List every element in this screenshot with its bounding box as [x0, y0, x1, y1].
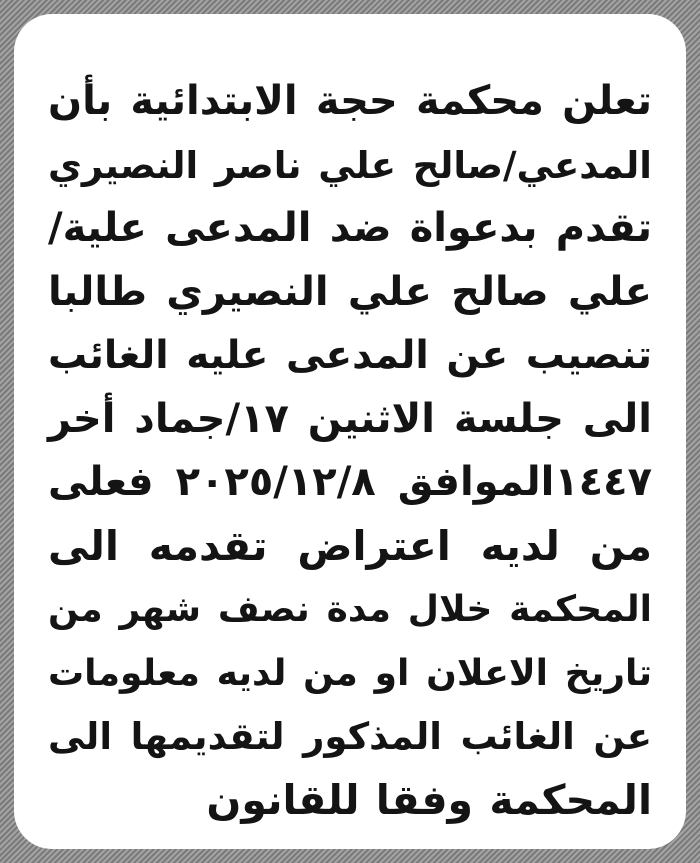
court-notice-text: [48, 70, 652, 832]
notice-line-6: الى جلسة الاثنين ١٧/جماد أخر: [48, 395, 652, 442]
notice-card: [14, 14, 686, 849]
notice-line-10: تاريخ الاعلان او من لديه معلومات: [48, 652, 652, 694]
notice-line-11: عن الغائب المذكور لتقديمها الى: [48, 715, 652, 758]
notice-line-9: المحكمة خلال مدة نصف شهر من: [48, 589, 652, 630]
notice-line-12: المحكمة وفقا للقانون: [206, 775, 652, 824]
notice-line-1: تعلن محكمة حجة الابتدائية بأن: [48, 78, 652, 124]
notice-line-3: تقدم بدعواة ضد المدعى علية/: [48, 205, 652, 251]
notice-line-2: المدعي/صالح علي ناصر النصيري: [48, 143, 652, 187]
notice-line-5: تنصيب عن المدعى عليه الغائب: [48, 333, 652, 378]
notice-line-4: علي صالح علي النصيري طالبا: [48, 268, 652, 315]
notice-line-8: من لديه اعتراض تقدمه الى: [48, 521, 652, 570]
notice-line-7: ١٤٤٧الموافق ٢٠٢٥/١٢/٨ فعلى: [48, 459, 652, 505]
